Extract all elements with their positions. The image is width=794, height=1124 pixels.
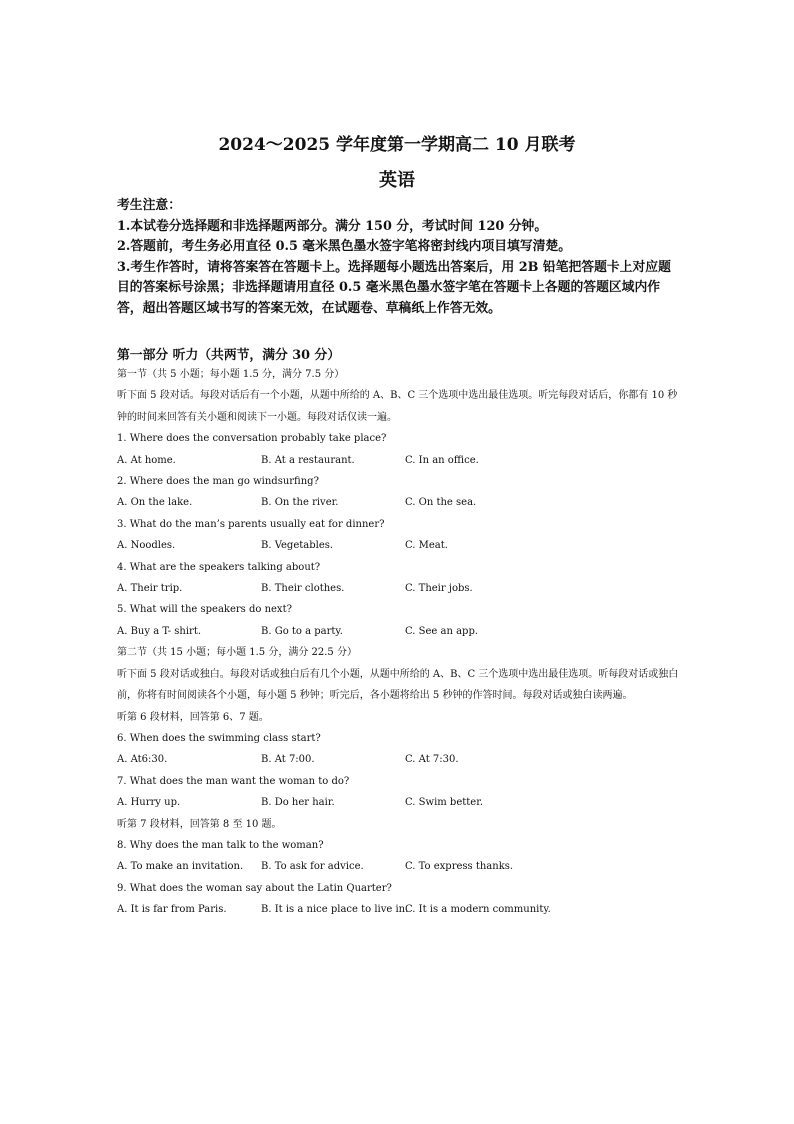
listening-part	[117, 347, 687, 921]
option-a: A. It is far from Paris.	[117, 904, 227, 916]
option-a: A. Hurry up.	[117, 797, 181, 809]
question-item	[117, 514, 687, 557]
section1-instructions: 听下面 5 段对话。每段对话后有一个小题，从题中所给的 A、B、C 三个选项中选出最佳选项。听完每段对话后，你都有 10 秒钟的时间来回答有关小题和阅读下一小题。每段对话仅读一遍。	[117, 390, 678, 423]
question-options	[117, 492, 687, 513]
option-c: C. In an office.	[405, 454, 479, 466]
option-b: B. Do her hair.	[261, 797, 335, 809]
question-item	[117, 471, 687, 514]
option-a: A. To make an invitation.	[117, 861, 244, 873]
section2-heading: 第二节（共 15 小题；每小题 1.5 分，满分 22.5 分）	[117, 647, 357, 659]
option-b: B. Vegetables.	[261, 540, 334, 552]
question-item	[117, 835, 687, 878]
question-item	[117, 557, 687, 600]
question-options	[117, 749, 687, 770]
question-text: 1. Where does the conversation probably take place?	[117, 433, 387, 445]
question-text: 7. What does the man want the woman to do?	[117, 775, 350, 787]
question-text: 8. Why does the man talk to the woman?	[117, 839, 324, 851]
option-a: A. Noodles.	[117, 540, 176, 552]
question-text: 6. When does the swimming class start?	[117, 732, 321, 744]
notes-heading: 考生注意：	[117, 198, 181, 213]
exam-title: 2024～2025 学年度第一学期高二 10 月联考	[218, 135, 576, 155]
question-text: 3. What do the man’s parents usually eat for dinner?	[117, 518, 385, 530]
option-c: C. It is a modern community.	[405, 904, 551, 916]
question-options	[117, 450, 687, 471]
question-options	[117, 578, 687, 599]
option-b: B. At a restaurant.	[261, 454, 355, 466]
question-item	[117, 771, 687, 814]
option-a: A. At6:30.	[117, 754, 168, 766]
option-a: A. Their trip.	[117, 583, 183, 595]
option-b: B. On the river.	[261, 497, 339, 509]
question-options	[117, 856, 687, 877]
option-b: B. Their clothes.	[261, 583, 345, 595]
section1-heading: 第一节（共 5 小题；每小题 1.5 分，满分 7.5 分）	[117, 369, 345, 380]
option-a: A. On the lake.	[117, 497, 193, 509]
option-c: C. Their jobs.	[405, 583, 473, 595]
option-b: B. Go to a party.	[261, 625, 343, 637]
question-options	[117, 899, 687, 920]
subject-title: 英语	[379, 170, 415, 191]
question-item	[117, 428, 687, 471]
question-item	[117, 878, 687, 921]
candidate-notes	[117, 196, 682, 319]
note-item-3: 3.考生作答时，请将答案答在答题卡上。选择题每小题选出答案后，用 2B 铅笔把答题卡上对应题目的答案标号涂黑；非选择题请用直径 0.5 毫米黑色墨水签字笔在答题卡上各题的答题区域内作答，超出答题区域书写的答案无效，在试题卷、草稿纸上作答无效。	[117, 259, 671, 316]
option-c: C. Meat.	[405, 540, 448, 552]
question-options	[117, 535, 687, 556]
option-a: A. Buy a T- shirt.	[117, 625, 202, 637]
question-item	[117, 599, 687, 642]
question-text: 2. Where does the man go windsurfing?	[117, 476, 319, 488]
section2-instructions: 听下面 5 段对话或独白。每段对话或独白后有几个小题，从题中所给的 A、B、C 三个选项中选出最佳选项。听每段对话或独白前，你将有时间阅读各个小题，每小题 5 秒钟；听完后，各小题将给出 5 秒钟的作答时间。每段对话或独白读两遍。	[117, 668, 679, 702]
question-text: 4. What are the speakers talking about?	[117, 561, 321, 573]
option-c: C. On the sea.	[405, 497, 477, 509]
option-c: C. To express thanks.	[405, 861, 514, 873]
option-b: B. It is a nice place to live in.	[261, 904, 409, 916]
option-b: B. At 7:00.	[261, 754, 315, 766]
question-options	[117, 792, 687, 813]
material-note: 听第 7 段材料，回答第 8 至 10 题。	[117, 818, 282, 830]
option-c: C. See an app.	[405, 625, 479, 637]
option-c: C. At 7:30.	[405, 754, 459, 766]
option-b: B. To ask for advice.	[261, 861, 364, 873]
note-item-1: 1.本试卷分选择题和非选择题两部分。满分 150 分，考试时间 120 分钟。	[117, 218, 548, 234]
question-text: 5. What will the speakers do next?	[117, 604, 292, 616]
part1-heading: 第一部分 听力（共两节，满分 30 分）	[117, 348, 341, 363]
question-text: 9. What does the woman say about the Latin Quarter?	[117, 882, 392, 894]
question-options	[117, 621, 687, 642]
material-note: 听第 6 段材料，回答第 6、7 题。	[117, 711, 269, 723]
option-c: C. Swim better.	[405, 797, 484, 809]
option-a: A. At home.	[117, 454, 176, 466]
note-item-2: 2.答题前，考生务必用直径 0.5 毫米黑色墨水签字笔将密封线内项目填写清楚。	[117, 239, 572, 254]
question-item	[117, 728, 687, 771]
